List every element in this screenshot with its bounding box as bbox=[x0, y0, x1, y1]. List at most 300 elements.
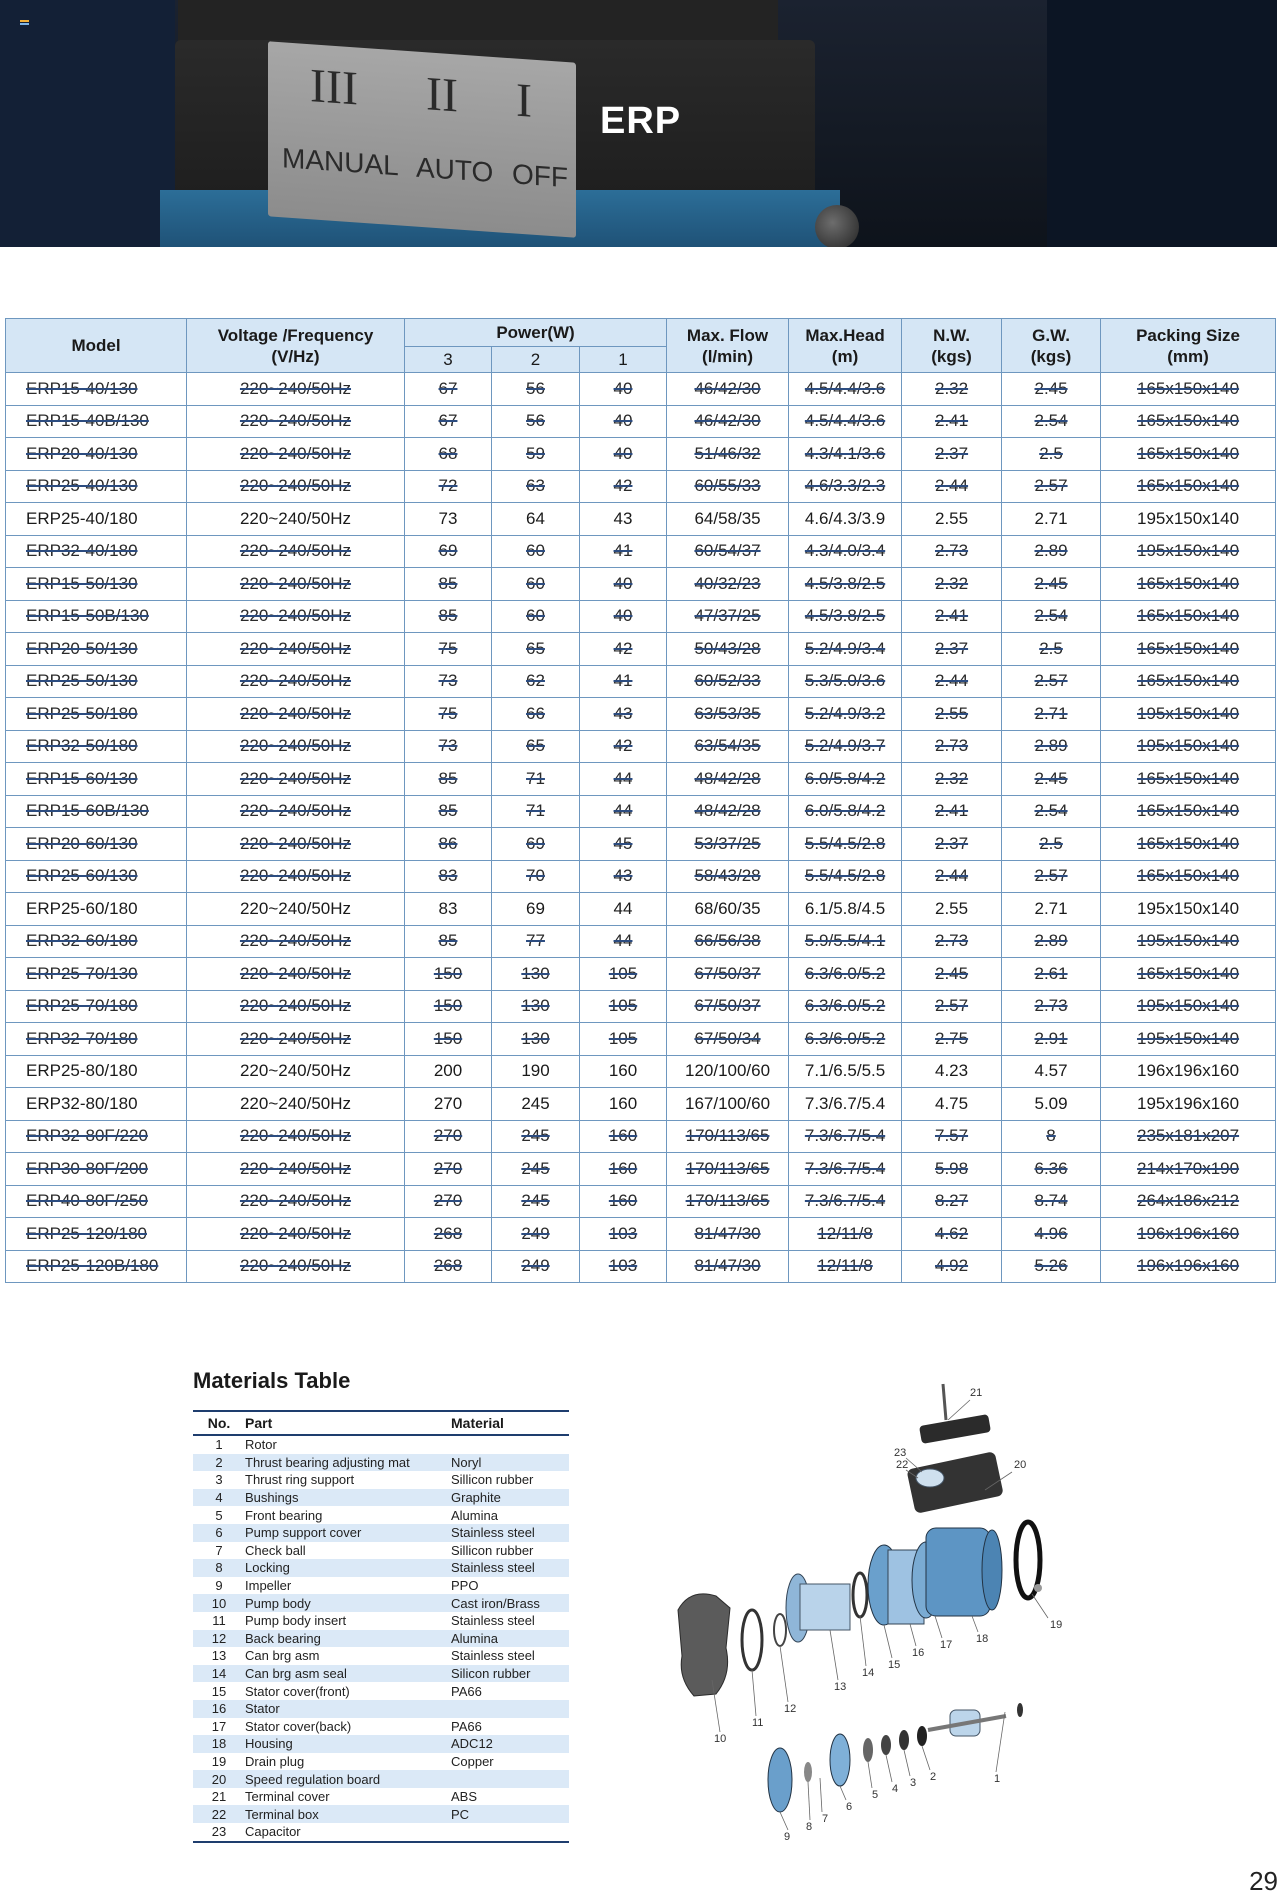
cell-gross-weight: 2.89 bbox=[1002, 535, 1101, 568]
cell-power-speed-3: 85 bbox=[405, 795, 492, 828]
cell-power-speed-1: 103 bbox=[580, 1218, 667, 1251]
cell-net-weight: 2.73 bbox=[902, 730, 1002, 763]
materials-no: 2 bbox=[193, 1454, 245, 1472]
screw-part bbox=[943, 1384, 946, 1420]
cell-voltage: 220~240/50Hz bbox=[187, 633, 405, 666]
cell-model: ERP25-60/130 bbox=[6, 860, 187, 893]
cell-packing-size: 165x150x140 bbox=[1101, 405, 1276, 438]
table-row bbox=[6, 535, 1276, 568]
hero-background-right bbox=[1047, 0, 1277, 247]
cell-gross-weight: 2.45 bbox=[1002, 763, 1101, 796]
cell-model: ERP25-40/130 bbox=[6, 470, 187, 503]
cell-packing-size: 195x150x140 bbox=[1101, 535, 1276, 568]
cell-gross-weight: 2.71 bbox=[1002, 698, 1101, 731]
cell-voltage: 220~240/50Hz bbox=[187, 1088, 405, 1121]
cell-power-speed-2: 56 bbox=[492, 373, 580, 406]
cell-net-weight: 2.37 bbox=[902, 633, 1002, 666]
cell-power-speed-3: 68 bbox=[405, 438, 492, 471]
materials-material bbox=[451, 1700, 569, 1718]
materials-title: Materials Table bbox=[193, 1368, 351, 1393]
table-row bbox=[6, 1120, 1276, 1153]
cell-model: ERP25-80/180 bbox=[6, 1055, 187, 1088]
materials-no: 6 bbox=[193, 1524, 245, 1542]
table-row bbox=[6, 470, 1276, 503]
bushing-part bbox=[881, 1735, 891, 1755]
materials-part: Drain plug bbox=[245, 1753, 305, 1769]
table-row bbox=[6, 405, 1276, 438]
materials-no: 23 bbox=[193, 1823, 245, 1842]
materials-material: Sillicon rubber bbox=[451, 1542, 534, 1558]
callout-13: 13 bbox=[834, 1681, 847, 1693]
cell-max-head: 4.5/4.4/3.6 bbox=[789, 373, 902, 406]
table-row bbox=[6, 990, 1276, 1023]
materials-no: 22 bbox=[193, 1805, 245, 1823]
table-row bbox=[6, 730, 1276, 763]
materials-part: Speed regulation board bbox=[245, 1770, 451, 1788]
callout-14: 14 bbox=[862, 1667, 875, 1679]
cell-gross-weight: 2.89 bbox=[1002, 925, 1101, 958]
list-item bbox=[193, 1665, 569, 1683]
cell-power-speed-3: 270 bbox=[405, 1185, 492, 1218]
page-title: ERP bbox=[600, 100, 682, 142]
list-item bbox=[193, 1718, 569, 1736]
cell-power-speed-3: 67 bbox=[405, 405, 492, 438]
cell-net-weight: 4.92 bbox=[902, 1250, 1002, 1283]
cell-power-speed-2: 130 bbox=[492, 990, 580, 1023]
cell-voltage: 220~240/50Hz bbox=[187, 1055, 405, 1088]
materials-no: 12 bbox=[193, 1630, 245, 1648]
cell-power-speed-2: 249 bbox=[492, 1218, 580, 1251]
cell-max-flow: 48/42/28 bbox=[667, 795, 789, 828]
callout-5: 5 bbox=[872, 1789, 879, 1801]
callout-19: 19 bbox=[1050, 1619, 1063, 1631]
cell-gross-weight: 2.61 bbox=[1002, 958, 1101, 991]
cell-gross-weight: 2.54 bbox=[1002, 600, 1101, 633]
header-max-flow: Max. Flow (l/min) bbox=[667, 319, 789, 373]
switch-label: OFF bbox=[512, 158, 568, 194]
cell-max-flow: 170/113/65 bbox=[667, 1120, 789, 1153]
cell-max-flow: 81/47/30 bbox=[667, 1218, 789, 1251]
cell-packing-size: 165x150x140 bbox=[1101, 763, 1276, 796]
cell-voltage: 220~240/50Hz bbox=[187, 535, 405, 568]
materials-no: 16 bbox=[193, 1700, 245, 1718]
cell-packing-size: 196x196x160 bbox=[1101, 1250, 1276, 1283]
list-item bbox=[193, 1805, 569, 1823]
cell-max-head: 7.3/6.7/5.4 bbox=[789, 1120, 902, 1153]
cell-model: ERP25-60/180 bbox=[6, 893, 187, 926]
materials-no: 18 bbox=[193, 1735, 245, 1753]
materials-part: Back bearing bbox=[245, 1630, 451, 1648]
table-row bbox=[6, 1055, 1276, 1088]
cell-voltage: 220~240/50Hz bbox=[187, 470, 405, 503]
cell-power-speed-1: 43 bbox=[580, 860, 667, 893]
table-row bbox=[6, 1250, 1276, 1283]
cell-net-weight: 2.32 bbox=[902, 763, 1002, 796]
cell-max-head: 7.3/6.7/5.4 bbox=[789, 1153, 902, 1186]
cell-max-head: 6.3/6.0/5.2 bbox=[789, 958, 902, 991]
cell-power-speed-3: 73 bbox=[405, 665, 492, 698]
materials-part: Thrust ring support bbox=[245, 1472, 355, 1488]
cell-max-flow: 50/43/28 bbox=[667, 633, 789, 666]
cell-max-head: 4.5/4.4/3.6 bbox=[789, 405, 902, 438]
cell-max-flow: 81/47/30 bbox=[667, 1250, 789, 1283]
cell-power-speed-3: 150 bbox=[405, 958, 492, 991]
cell-max-flow: 63/53/35 bbox=[667, 698, 789, 731]
cell-voltage: 220~240/50Hz bbox=[187, 1023, 405, 1056]
cell-power-speed-1: 42 bbox=[580, 633, 667, 666]
cell-max-flow: 67/50/34 bbox=[667, 1023, 789, 1056]
cell-max-flow: 67/50/37 bbox=[667, 990, 789, 1023]
cell-power-speed-3: 268 bbox=[405, 1218, 492, 1251]
cell-voltage: 220~240/50Hz bbox=[187, 925, 405, 958]
cell-voltage: 220~240/50Hz bbox=[187, 795, 405, 828]
materials-part: Check ball bbox=[245, 1542, 306, 1558]
cell-max-head: 4.3/4.0/3.4 bbox=[789, 535, 902, 568]
cell-net-weight: 2.55 bbox=[902, 503, 1002, 536]
cell-net-weight: 2.45 bbox=[902, 958, 1002, 991]
impeller-part bbox=[768, 1748, 792, 1812]
cell-gross-weight: 5.26 bbox=[1002, 1250, 1101, 1283]
speed-switch-plate bbox=[268, 41, 576, 238]
cell-max-head: 5.2/4.9/3.4 bbox=[789, 633, 902, 666]
materials-material bbox=[451, 1770, 569, 1788]
materials-no: 8 bbox=[193, 1559, 245, 1577]
cell-packing-size: 165x150x140 bbox=[1101, 373, 1276, 406]
cell-power-speed-1: 160 bbox=[580, 1120, 667, 1153]
capacitor-part bbox=[916, 1469, 944, 1487]
cell-net-weight: 2.32 bbox=[902, 568, 1002, 601]
list-item bbox=[193, 1682, 569, 1700]
cell-power-speed-1: 40 bbox=[580, 568, 667, 601]
cell-packing-size: 165x150x140 bbox=[1101, 795, 1276, 828]
materials-no: 19 bbox=[211, 1753, 227, 1769]
switch-numeral: II bbox=[426, 67, 458, 123]
cell-max-head: 4.6/3.3/2.3 bbox=[789, 470, 902, 503]
cell-max-head: 12/11/8 bbox=[789, 1250, 902, 1283]
thrust-ring-part bbox=[899, 1730, 909, 1750]
cell-max-head: 6.0/5.8/4.2 bbox=[789, 795, 902, 828]
cell-max-head: 4.6/4.3/3.9 bbox=[789, 503, 902, 536]
materials-part: Bushings bbox=[245, 1489, 451, 1507]
cell-power-speed-1: 160 bbox=[580, 1185, 667, 1218]
materials-material: Alumina bbox=[451, 1507, 498, 1523]
list-item bbox=[193, 1612, 569, 1630]
cell-max-flow: 60/54/37 bbox=[667, 535, 789, 568]
materials-no: 9 bbox=[215, 1578, 223, 1594]
materials-material: Silicon rubber bbox=[451, 1665, 569, 1683]
materials-material: Cast iron/Brass bbox=[451, 1594, 569, 1612]
table-row bbox=[6, 893, 1276, 926]
cell-power-speed-3: 270 bbox=[405, 1120, 492, 1153]
list-item bbox=[193, 1542, 569, 1560]
cell-power-speed-1: 42 bbox=[580, 470, 667, 503]
cell-max-head: 6.3/6.0/5.2 bbox=[789, 1023, 902, 1056]
cell-power-speed-3: 85 bbox=[405, 925, 492, 958]
table-row bbox=[6, 925, 1276, 958]
switch-label: MANUAL bbox=[282, 142, 399, 182]
hamburger-icon[interactable] bbox=[20, 20, 29, 26]
cell-power-speed-3: 75 bbox=[405, 698, 492, 731]
mat-part bbox=[917, 1726, 927, 1746]
cell-net-weight: 2.73 bbox=[902, 925, 1002, 958]
cell-max-head: 5.5/4.5/2.8 bbox=[789, 828, 902, 861]
materials-no: 1 bbox=[215, 1437, 223, 1453]
materials-material: Stainless steel bbox=[451, 1524, 569, 1542]
materials-header-material: Material bbox=[451, 1411, 569, 1435]
table-row bbox=[6, 1023, 1276, 1056]
cell-max-head: 5.9/5.5/4.1 bbox=[789, 925, 902, 958]
cell-packing-size: 196x196x160 bbox=[1101, 1218, 1276, 1251]
cell-packing-size: 214x170x190 bbox=[1101, 1153, 1276, 1186]
cell-max-head: 4.5/3.8/2.5 bbox=[789, 600, 902, 633]
materials-part: Terminal box bbox=[245, 1805, 451, 1823]
cell-net-weight: 4.23 bbox=[902, 1055, 1002, 1088]
cell-packing-size: 195x150x140 bbox=[1101, 990, 1276, 1023]
list-item bbox=[193, 1577, 569, 1595]
materials-material: Alumina bbox=[451, 1630, 569, 1648]
table-row bbox=[6, 958, 1276, 991]
cell-net-weight: 4.62 bbox=[902, 1218, 1002, 1251]
cell-power-speed-2: 71 bbox=[492, 763, 580, 796]
cell-voltage: 220~240/50Hz bbox=[187, 730, 405, 763]
header-voltage: Voltage /Frequency (V/Hz) bbox=[187, 319, 405, 373]
cell-voltage: 220~240/50Hz bbox=[187, 990, 405, 1023]
cell-gross-weight: 4.96 bbox=[1002, 1218, 1101, 1251]
cell-gross-weight: 6.36 bbox=[1002, 1153, 1101, 1186]
table-row bbox=[6, 503, 1276, 536]
materials-part: Can brg asm bbox=[245, 1648, 320, 1664]
cell-gross-weight: 8.74 bbox=[1002, 1185, 1101, 1218]
cell-power-speed-1: 40 bbox=[580, 373, 667, 406]
cell-voltage: 220~240/50Hz bbox=[187, 1218, 405, 1251]
cell-packing-size: 165x150x140 bbox=[1101, 860, 1276, 893]
cell-max-flow: 120/100/60 bbox=[667, 1055, 789, 1088]
cell-packing-size: 195x150x140 bbox=[1101, 503, 1276, 536]
cell-gross-weight: 5.09 bbox=[1002, 1088, 1101, 1121]
cell-net-weight: 2.73 bbox=[902, 535, 1002, 568]
cell-power-speed-2: 130 bbox=[492, 958, 580, 991]
list-item bbox=[193, 1435, 569, 1454]
cell-voltage: 220~240/50Hz bbox=[187, 763, 405, 796]
cell-power-speed-2: 70 bbox=[492, 860, 580, 893]
cell-packing-size: 165x150x140 bbox=[1101, 828, 1276, 861]
cell-power-speed-1: 160 bbox=[580, 1153, 667, 1186]
materials-material: Noryl bbox=[451, 1454, 569, 1472]
list-item bbox=[193, 1788, 569, 1806]
cell-power-speed-2: 190 bbox=[492, 1055, 580, 1088]
cell-power-speed-1: 41 bbox=[580, 665, 667, 698]
cell-max-head: 6.3/6.0/5.2 bbox=[789, 990, 902, 1023]
list-item bbox=[193, 1647, 569, 1665]
materials-part: Stator bbox=[245, 1700, 451, 1718]
cell-voltage: 220~240/50Hz bbox=[187, 373, 405, 406]
table-row bbox=[6, 1185, 1276, 1218]
cell-power-speed-2: 59 bbox=[492, 438, 580, 471]
header-net-weight: N.W. (kgs) bbox=[902, 319, 1002, 373]
terminal-cover-part bbox=[919, 1414, 991, 1444]
materials-material: Copper bbox=[451, 1753, 494, 1769]
cell-packing-size: 165x150x140 bbox=[1101, 665, 1276, 698]
cell-power-speed-2: 245 bbox=[492, 1088, 580, 1121]
cell-model: ERP32-60/180 bbox=[6, 925, 187, 958]
cell-max-flow: 60/52/33 bbox=[667, 665, 789, 698]
cell-model: ERP40-80F/250 bbox=[6, 1185, 187, 1218]
cell-net-weight: 2.55 bbox=[902, 893, 1002, 926]
table-row bbox=[6, 1218, 1276, 1251]
materials-no: 17 bbox=[211, 1718, 227, 1734]
cell-gross-weight: 2.45 bbox=[1002, 373, 1101, 406]
materials-material: Stainless steel bbox=[451, 1648, 535, 1664]
cell-power-speed-3: 83 bbox=[405, 893, 492, 926]
cell-packing-size: 264x186x212 bbox=[1101, 1185, 1276, 1218]
list-item bbox=[193, 1735, 569, 1753]
list-item bbox=[193, 1594, 569, 1612]
callout-3: 3 bbox=[910, 1777, 917, 1789]
cell-voltage: 220~240/50Hz bbox=[187, 1250, 405, 1283]
cell-packing-size: 195x150x140 bbox=[1101, 925, 1276, 958]
cell-power-speed-2: 249 bbox=[492, 1250, 580, 1283]
cell-net-weight: 2.55 bbox=[902, 698, 1002, 731]
cell-model: ERP32-50/180 bbox=[6, 730, 187, 763]
cell-power-speed-2: 69 bbox=[492, 893, 580, 926]
bushing-part bbox=[863, 1738, 873, 1762]
materials-header-part: Part bbox=[245, 1411, 451, 1435]
list-item bbox=[193, 1454, 569, 1472]
cell-model: ERP15-50/130 bbox=[6, 568, 187, 601]
cell-max-head: 4.3/4.1/3.6 bbox=[789, 438, 902, 471]
cell-packing-size: 196x196x160 bbox=[1101, 1055, 1276, 1088]
cell-packing-size: 165x150x140 bbox=[1101, 633, 1276, 666]
cell-power-speed-1: 103 bbox=[580, 1250, 667, 1283]
cell-gross-weight: 2.57 bbox=[1002, 860, 1101, 893]
cell-power-speed-1: 43 bbox=[580, 503, 667, 536]
cell-gross-weight: 2.89 bbox=[1002, 730, 1101, 763]
list-item bbox=[193, 1700, 569, 1718]
cell-model: ERP25-50/130 bbox=[6, 665, 187, 698]
cell-max-flow: 170/113/65 bbox=[667, 1185, 789, 1218]
materials-part: Rotor bbox=[245, 1437, 277, 1453]
materials-no: 13 bbox=[211, 1648, 227, 1664]
cell-voltage: 220~240/50Hz bbox=[187, 1120, 405, 1153]
cell-model: ERP15-60B/130 bbox=[6, 795, 187, 828]
cell-power-speed-3: 85 bbox=[405, 568, 492, 601]
cell-gross-weight: 2.71 bbox=[1002, 893, 1101, 926]
cell-model: ERP30-80F/200 bbox=[6, 1153, 187, 1186]
cell-net-weight: 7.57 bbox=[902, 1120, 1002, 1153]
cell-max-flow: 51/46/32 bbox=[667, 438, 789, 471]
callout-21: 21 bbox=[970, 1387, 983, 1399]
callout-8: 8 bbox=[806, 1821, 813, 1833]
cell-power-speed-3: 73 bbox=[405, 503, 492, 536]
cell-power-speed-2: 63 bbox=[492, 470, 580, 503]
switch-numeral: III bbox=[310, 59, 358, 116]
materials-part: Capacitor bbox=[245, 1823, 451, 1842]
cell-model: ERP15-60/130 bbox=[6, 763, 187, 796]
materials-material: Sillicon rubber bbox=[451, 1472, 534, 1488]
table-row bbox=[6, 665, 1276, 698]
hero-background-left bbox=[0, 0, 175, 247]
cell-max-flow: 63/54/35 bbox=[667, 730, 789, 763]
header-power-speed-2: 2 bbox=[492, 347, 580, 373]
materials-no: 14 bbox=[193, 1665, 245, 1683]
can-part bbox=[800, 1584, 850, 1630]
callout-16: 16 bbox=[912, 1647, 925, 1659]
callout-9: 9 bbox=[784, 1831, 791, 1843]
callout-17: 17 bbox=[940, 1639, 953, 1651]
materials-no: 11 bbox=[212, 1613, 226, 1629]
materials-part: Impeller bbox=[245, 1578, 292, 1594]
cell-max-flow: 58/43/28 bbox=[667, 860, 789, 893]
materials-no: 3 bbox=[215, 1472, 223, 1488]
cell-max-flow: 67/50/37 bbox=[667, 958, 789, 991]
callout-1: 1 bbox=[994, 1773, 1001, 1785]
cell-max-flow: 60/55/33 bbox=[667, 470, 789, 503]
cell-net-weight: 2.41 bbox=[902, 795, 1002, 828]
cell-net-weight: 2.41 bbox=[902, 405, 1002, 438]
cell-gross-weight: 2.5 bbox=[1002, 438, 1101, 471]
cell-power-speed-1: 41 bbox=[580, 535, 667, 568]
cell-packing-size: 195x150x140 bbox=[1101, 698, 1276, 731]
materials-part: Pump body insert bbox=[245, 1613, 347, 1629]
cell-power-speed-3: 268 bbox=[405, 1250, 492, 1283]
materials-material: PPO bbox=[451, 1578, 479, 1594]
materials-material: Stainless steel bbox=[451, 1613, 535, 1629]
cell-max-head: 5.5/4.5/2.8 bbox=[789, 860, 902, 893]
materials-part: Front bearing bbox=[245, 1507, 323, 1523]
support-cover-part bbox=[830, 1734, 850, 1786]
cell-power-speed-3: 200 bbox=[405, 1055, 492, 1088]
cell-voltage: 220~240/50Hz bbox=[187, 503, 405, 536]
materials-part: Stator cover(front) bbox=[245, 1683, 350, 1699]
cell-power-speed-3: 73 bbox=[405, 730, 492, 763]
cell-packing-size: 195x150x140 bbox=[1101, 730, 1276, 763]
cell-packing-size: 165x150x140 bbox=[1101, 600, 1276, 633]
cell-voltage: 220~240/50Hz bbox=[187, 405, 405, 438]
bearing-part bbox=[804, 1762, 812, 1782]
cell-gross-weight: 2.91 bbox=[1002, 1023, 1101, 1056]
cell-power-speed-2: 62 bbox=[492, 665, 580, 698]
cell-model: ERP20-40/130 bbox=[6, 438, 187, 471]
callout-18: 18 bbox=[976, 1633, 989, 1645]
materials-part: Locking bbox=[245, 1559, 451, 1577]
cell-power-speed-2: 56 bbox=[492, 405, 580, 438]
housing-part bbox=[926, 1528, 990, 1616]
cell-power-speed-1: 44 bbox=[580, 893, 667, 926]
materials-material bbox=[451, 1435, 569, 1454]
materials-no: 5 bbox=[215, 1507, 223, 1523]
cell-max-flow: 66/56/38 bbox=[667, 925, 789, 958]
cell-model: ERP20-50/130 bbox=[6, 633, 187, 666]
table-row bbox=[6, 1088, 1276, 1121]
table-row bbox=[6, 795, 1276, 828]
cell-model: ERP25-50/180 bbox=[6, 698, 187, 731]
materials-material: Stainless steel bbox=[451, 1559, 569, 1577]
cell-net-weight: 2.57 bbox=[902, 990, 1002, 1023]
cell-model: ERP32-40/180 bbox=[6, 535, 187, 568]
materials-material: ADC12 bbox=[451, 1735, 569, 1753]
cell-net-weight: 2.44 bbox=[902, 665, 1002, 698]
header-power-speed-3: 3 bbox=[405, 347, 492, 373]
header-packing-size: Packing Size (mm) bbox=[1101, 319, 1276, 373]
cell-max-head: 7.3/6.7/5.4 bbox=[789, 1185, 902, 1218]
cell-max-flow: 47/37/25 bbox=[667, 600, 789, 633]
table-row bbox=[6, 763, 1276, 796]
table-row bbox=[6, 373, 1276, 406]
cell-gross-weight: 2.5 bbox=[1002, 828, 1101, 861]
materials-part: Thrust bearing adjusting mat bbox=[245, 1454, 451, 1472]
materials-material: PA66 bbox=[451, 1718, 482, 1734]
cell-model: ERP25-40/180 bbox=[6, 503, 187, 536]
